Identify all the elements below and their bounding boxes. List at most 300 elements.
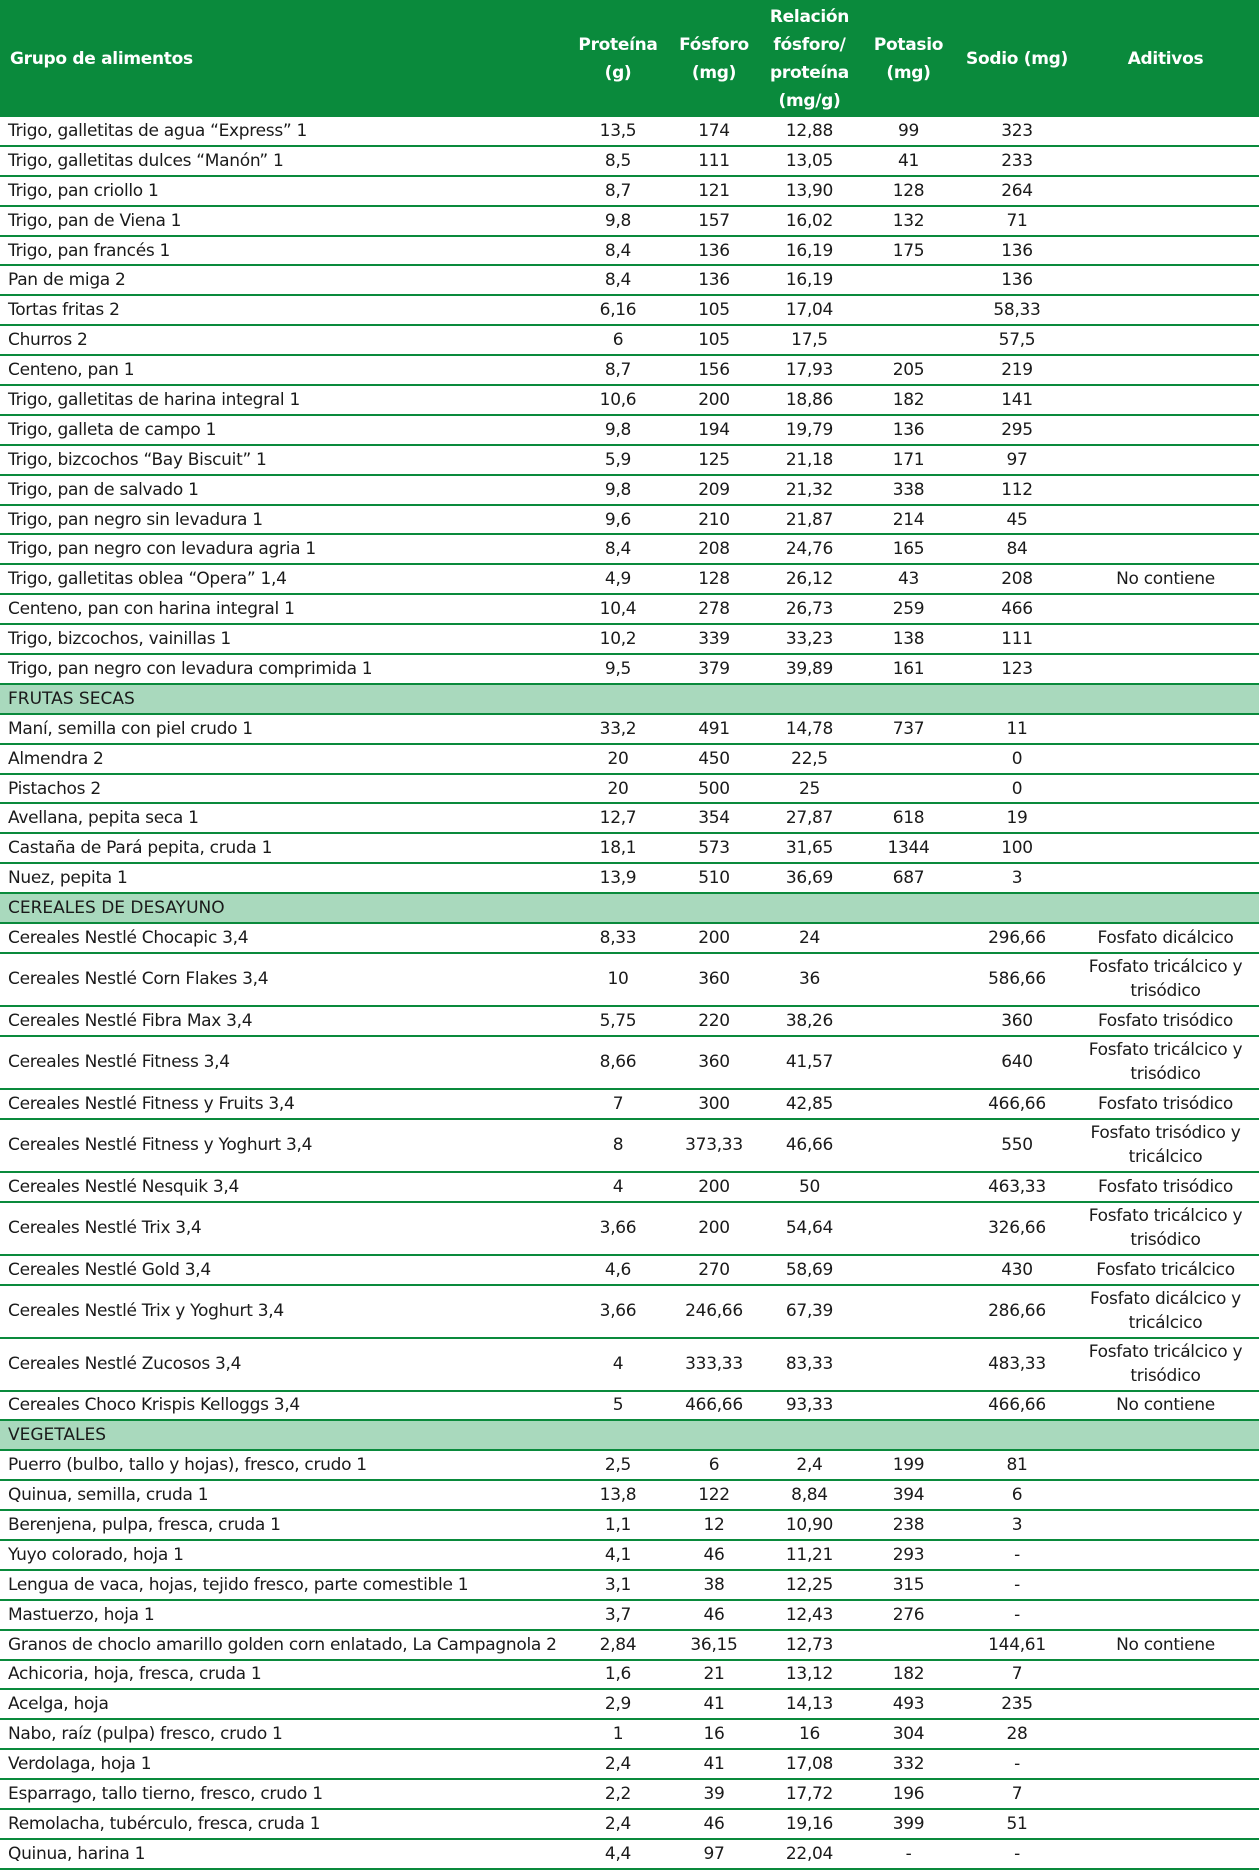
table-row (0, 1285, 1259, 1338)
cell-name: Cereales Nestlé Trix y Yoghurt 3,4 (0, 1285, 572, 1338)
cell-sodio: 550 (962, 1119, 1072, 1172)
cell-proteina: 4,6 (572, 1255, 664, 1285)
table-row (0, 1570, 1259, 1600)
cell-sodio: 466 (962, 594, 1072, 624)
cell-name: Cereales Nestlé Fitness y Yoghurt 3,4 (0, 1119, 572, 1172)
cell-name: Centeno, pan con harina integral 1 (0, 594, 572, 624)
cell-potasio: 182 (855, 1660, 962, 1690)
cell-proteina: 20 (572, 744, 664, 774)
cell-aditivos (1072, 355, 1259, 385)
cell-relacion: 83,33 (764, 1338, 855, 1391)
cell-name: Trigo, pan negro con levadura agria 1 (0, 534, 572, 564)
cell-fosforo: 360 (664, 1036, 764, 1089)
cell-relacion: 17,08 (764, 1749, 855, 1779)
cell-proteina: 2,4 (572, 1809, 664, 1839)
cell-relacion: 18,86 (764, 385, 855, 415)
cell-sodio: 111 (962, 624, 1072, 654)
cell-relacion: 8,84 (764, 1480, 855, 1510)
cell-proteina: 8,7 (572, 355, 664, 385)
table-row (0, 863, 1259, 893)
cell-fosforo: 41 (664, 1689, 764, 1719)
cell-fosforo: 121 (664, 176, 764, 206)
cell-proteina: 6 (572, 325, 664, 355)
cell-potasio: 161 (855, 654, 962, 684)
cell-proteina: 13,8 (572, 1480, 664, 1510)
cell-fosforo: 466,66 (664, 1391, 764, 1421)
table-row (0, 1006, 1259, 1036)
cell-name: Tortas fritas 2 (0, 295, 572, 325)
cell-potasio (855, 325, 962, 355)
header-proteina: Proteína (g) (572, 0, 664, 117)
cell-name: Berenjena, pulpa, fresca, cruda 1 (0, 1510, 572, 1540)
cell-proteina: 7 (572, 1089, 664, 1119)
cell-proteina: 2,5 (572, 1450, 664, 1480)
cell-proteina: 5 (572, 1391, 664, 1421)
section-row (0, 1420, 1259, 1450)
cell-potasio (855, 1202, 962, 1255)
cell-fosforo: 36,15 (664, 1630, 764, 1660)
cell-relacion: 26,73 (764, 594, 855, 624)
cell-aditivos (1072, 176, 1259, 206)
cell-proteina: 9,8 (572, 415, 664, 445)
header-potasio: Potasio (mg) (855, 0, 962, 117)
cell-name: Verdolaga, hoja 1 (0, 1749, 572, 1779)
cell-proteina: 3,66 (572, 1285, 664, 1338)
cell-fosforo: 46 (664, 1540, 764, 1570)
cell-relacion: 54,64 (764, 1202, 855, 1255)
cell-aditivos (1072, 415, 1259, 445)
cell-fosforo: 105 (664, 295, 764, 325)
cell-fosforo: 220 (664, 1006, 764, 1036)
cell-potasio (855, 1172, 962, 1202)
cell-potasio (855, 1255, 962, 1285)
cell-potasio (855, 1338, 962, 1391)
cell-relacion: 19,79 (764, 415, 855, 445)
cell-aditivos: Fosfato trisódico (1072, 1089, 1259, 1119)
cell-proteina: 1,6 (572, 1660, 664, 1690)
cell-sodio: 640 (962, 1036, 1072, 1089)
cell-name: Cereales Nestlé Zucosos 3,4 (0, 1338, 572, 1391)
cell-aditivos: No contiene (1072, 1391, 1259, 1421)
cell-proteina: 8,4 (572, 236, 664, 266)
cell-name: Trigo, galletitas de agua “Express” 1 (0, 117, 572, 146)
cell-sodio: 219 (962, 355, 1072, 385)
cell-sodio: 466,66 (962, 1391, 1072, 1421)
cell-fosforo: 122 (664, 1480, 764, 1510)
cell-name: Quinua, semilla, cruda 1 (0, 1480, 572, 1510)
cell-relacion: 12,43 (764, 1600, 855, 1630)
table-row (0, 654, 1259, 684)
cell-aditivos: Fosfato trisódico y tricálcico (1072, 1119, 1259, 1172)
cell-sodio: 57,5 (962, 325, 1072, 355)
section-title: FRUTAS SECAS (0, 684, 1259, 714)
cell-name: Cereales Nestlé Chocapic 3,4 (0, 923, 572, 953)
table-row (0, 1630, 1259, 1660)
cell-aditivos (1072, 624, 1259, 654)
cell-aditivos (1072, 1540, 1259, 1570)
cell-relacion: 58,69 (764, 1255, 855, 1285)
table-row (0, 1202, 1259, 1255)
cell-name: Granos de choclo amarillo golden corn enlatado, La Campagnola 2 (0, 1630, 572, 1660)
cell-relacion: 67,39 (764, 1285, 855, 1338)
cell-potasio: 128 (855, 176, 962, 206)
cell-name: Churros 2 (0, 325, 572, 355)
table-row (0, 1689, 1259, 1719)
cell-name: Castaña de Pará pepita, cruda 1 (0, 833, 572, 863)
cell-proteina: 8,33 (572, 923, 664, 953)
table-row (0, 1719, 1259, 1749)
cell-relacion: 10,90 (764, 1510, 855, 1540)
cell-relacion: 13,05 (764, 146, 855, 176)
cell-relacion: 21,18 (764, 445, 855, 475)
cell-fosforo: 210 (664, 505, 764, 535)
cell-relacion: 24,76 (764, 534, 855, 564)
cell-potasio: 338 (855, 475, 962, 505)
cell-sodio: - (962, 1600, 1072, 1630)
cell-sodio: 286,66 (962, 1285, 1072, 1338)
cell-aditivos: Fosfato tricálcico y trisódico (1072, 1036, 1259, 1089)
cell-proteina: 6,16 (572, 295, 664, 325)
cell-potasio (855, 923, 962, 953)
cell-aditivos (1072, 803, 1259, 833)
cell-potasio: 259 (855, 594, 962, 624)
cell-name: Puerro (bulbo, tallo y hojas), fresco, crudo 1 (0, 1450, 572, 1480)
cell-fosforo: 200 (664, 385, 764, 415)
cell-aditivos (1072, 1809, 1259, 1839)
cell-proteina: 8,66 (572, 1036, 664, 1089)
cell-aditivos (1072, 1450, 1259, 1480)
cell-name: Lengua de vaca, hojas, tejido fresco, parte comestible 1 (0, 1570, 572, 1600)
cell-potasio: 136 (855, 415, 962, 445)
cell-fosforo: 208 (664, 534, 764, 564)
cell-sodio: 360 (962, 1006, 1072, 1036)
cell-relacion: 2,4 (764, 1450, 855, 1480)
cell-potasio: 41 (855, 146, 962, 176)
header-fosforo: Fósforo (mg) (664, 0, 764, 117)
cell-aditivos (1072, 206, 1259, 236)
cell-potasio: 493 (855, 1689, 962, 1719)
cell-potasio: 687 (855, 863, 962, 893)
cell-aditivos: Fosfato tricálcico (1072, 1255, 1259, 1285)
cell-name: Trigo, galleta de campo 1 (0, 415, 572, 445)
table-row (0, 534, 1259, 564)
header-row (0, 0, 1259, 117)
cell-aditivos: Fosfato trisódico (1072, 1006, 1259, 1036)
table-row (0, 295, 1259, 325)
cell-name: Cereales Nestlé Nesquik 3,4 (0, 1172, 572, 1202)
cell-name: Trigo, galletitas oblea “Opera” 1,4 (0, 564, 572, 594)
cell-proteina: 33,2 (572, 714, 664, 744)
cell-name: Centeno, pan 1 (0, 355, 572, 385)
cell-fosforo: 136 (664, 265, 764, 295)
table-row (0, 1540, 1259, 1570)
cell-fosforo: 174 (664, 117, 764, 146)
cell-sodio: 208 (962, 564, 1072, 594)
cell-fosforo: 500 (664, 774, 764, 804)
cell-aditivos (1072, 117, 1259, 146)
cell-relacion: 17,5 (764, 325, 855, 355)
cell-potasio: 293 (855, 1540, 962, 1570)
cell-name: Achicoria, hoja, fresca, cruda 1 (0, 1660, 572, 1690)
cell-sodio: 0 (962, 774, 1072, 804)
cell-potasio: 1344 (855, 833, 962, 863)
cell-proteina: 12,7 (572, 803, 664, 833)
cell-relacion: 33,23 (764, 624, 855, 654)
cell-potasio (855, 1036, 962, 1089)
cell-name: Cereales Nestlé Trix 3,4 (0, 1202, 572, 1255)
cell-fosforo: 450 (664, 744, 764, 774)
cell-sodio: 296,66 (962, 923, 1072, 953)
cell-sodio: 235 (962, 1689, 1072, 1719)
cell-potasio (855, 744, 962, 774)
cell-name: Almendra 2 (0, 744, 572, 774)
cell-aditivos (1072, 1480, 1259, 1510)
cell-relacion: 50 (764, 1172, 855, 1202)
cell-relacion: 46,66 (764, 1119, 855, 1172)
cell-relacion: 13,90 (764, 176, 855, 206)
cell-name: Trigo, bizcochos, vainillas 1 (0, 624, 572, 654)
cell-potasio: 737 (855, 714, 962, 744)
cell-name: Trigo, bizcochos “Bay Biscuit” 1 (0, 445, 572, 475)
cell-proteina: 8,5 (572, 146, 664, 176)
cell-sodio: 0 (962, 744, 1072, 774)
table-row (0, 744, 1259, 774)
cell-sodio: 6 (962, 1480, 1072, 1510)
cell-name: Trigo, pan de Viena 1 (0, 206, 572, 236)
cell-potasio (855, 774, 962, 804)
cell-proteina: 8,7 (572, 176, 664, 206)
cell-aditivos: Fosfato dicálcico (1072, 923, 1259, 953)
cell-name: Cereales Nestlé Corn Flakes 3,4 (0, 953, 572, 1006)
cell-fosforo: 38 (664, 1570, 764, 1600)
cell-potasio (855, 265, 962, 295)
cell-potasio (855, 1089, 962, 1119)
cell-sodio: 141 (962, 385, 1072, 415)
cell-sodio: 97 (962, 445, 1072, 475)
cell-relacion: 12,88 (764, 117, 855, 146)
table-row (0, 146, 1259, 176)
cell-fosforo: 354 (664, 803, 764, 833)
cell-name: Acelga, hoja (0, 1689, 572, 1719)
cell-relacion: 17,72 (764, 1779, 855, 1809)
cell-sodio: 112 (962, 475, 1072, 505)
table-header (0, 0, 1259, 117)
cell-name: Trigo, pan de salvado 1 (0, 475, 572, 505)
cell-proteina: 3,66 (572, 1202, 664, 1255)
cell-relacion: 12,73 (764, 1630, 855, 1660)
cell-fosforo: 573 (664, 833, 764, 863)
cell-fosforo: 128 (664, 564, 764, 594)
cell-fosforo: 156 (664, 355, 764, 385)
cell-sodio: 81 (962, 1450, 1072, 1480)
section-row (0, 893, 1259, 923)
cell-relacion: 13,12 (764, 1660, 855, 1690)
cell-proteina: 8,4 (572, 534, 664, 564)
table-row (0, 624, 1259, 654)
cell-relacion: 24 (764, 923, 855, 953)
table-row (0, 803, 1259, 833)
cell-aditivos (1072, 505, 1259, 535)
cell-fosforo: 16 (664, 1719, 764, 1749)
cell-fosforo: 111 (664, 146, 764, 176)
cell-sodio: 586,66 (962, 953, 1072, 1006)
cell-fosforo: 157 (664, 206, 764, 236)
cell-proteina: 2,84 (572, 1630, 664, 1660)
cell-name: Cereales Nestlé Fitness 3,4 (0, 1036, 572, 1089)
cell-aditivos (1072, 265, 1259, 295)
cell-relacion: 14,13 (764, 1689, 855, 1719)
cell-fosforo: 136 (664, 236, 764, 266)
table-row (0, 1338, 1259, 1391)
cell-relacion: 93,33 (764, 1391, 855, 1421)
cell-name: Quinua, harina 1 (0, 1839, 572, 1869)
table-row (0, 505, 1259, 535)
cell-potasio (855, 953, 962, 1006)
cell-potasio (855, 295, 962, 325)
cell-relacion: 16,02 (764, 206, 855, 236)
cell-sodio: 51 (962, 1809, 1072, 1839)
table-row (0, 236, 1259, 266)
cell-fosforo: 510 (664, 863, 764, 893)
table-row (0, 415, 1259, 445)
table-row (0, 1510, 1259, 1540)
table-row (0, 206, 1259, 236)
cell-potasio: 196 (855, 1779, 962, 1809)
cell-relacion: 27,87 (764, 803, 855, 833)
cell-name: Cereales Nestlé Fibra Max 3,4 (0, 1006, 572, 1036)
cell-proteina: 5,75 (572, 1006, 664, 1036)
cell-proteina: 18,1 (572, 833, 664, 863)
cell-proteina: 1 (572, 1719, 664, 1749)
table-row (0, 1839, 1259, 1869)
cell-fosforo: 39 (664, 1779, 764, 1809)
cell-potasio: 205 (855, 355, 962, 385)
cell-proteina: 2,9 (572, 1689, 664, 1719)
table-body (0, 117, 1259, 1869)
cell-sodio: 233 (962, 146, 1072, 176)
cell-name: Trigo, pan negro sin levadura 1 (0, 505, 572, 535)
cell-proteina: 2,2 (572, 1779, 664, 1809)
table-row (0, 1172, 1259, 1202)
cell-sodio: - (962, 1570, 1072, 1600)
header-relacion: Relación fósforo/ proteína (mg/g) (764, 0, 855, 117)
cell-aditivos (1072, 654, 1259, 684)
cell-name: Cereales Nestlé Gold 3,4 (0, 1255, 572, 1285)
cell-relacion: 42,85 (764, 1089, 855, 1119)
cell-potasio: 165 (855, 534, 962, 564)
cell-proteina: 10 (572, 953, 664, 1006)
table-row (0, 953, 1259, 1006)
cell-relacion: 22,04 (764, 1839, 855, 1869)
cell-proteina: 10,2 (572, 624, 664, 654)
cell-aditivos (1072, 1749, 1259, 1779)
cell-name: Nabo, raíz (pulpa) fresco, crudo 1 (0, 1719, 572, 1749)
table-row (0, 1600, 1259, 1630)
cell-relacion: 22,5 (764, 744, 855, 774)
cell-sodio: - (962, 1839, 1072, 1869)
table-row (0, 1779, 1259, 1809)
cell-proteina: 4 (572, 1172, 664, 1202)
cell-aditivos (1072, 714, 1259, 744)
cell-fosforo: 6 (664, 1450, 764, 1480)
cell-proteina: 3,7 (572, 1600, 664, 1630)
cell-sodio: 45 (962, 505, 1072, 535)
cell-fosforo: 278 (664, 594, 764, 624)
cell-relacion: 11,21 (764, 1540, 855, 1570)
cell-relacion: 17,93 (764, 355, 855, 385)
cell-relacion: 16 (764, 1719, 855, 1749)
cell-proteina: 20 (572, 774, 664, 804)
section-title: CEREALES DE DESAYUNO (0, 893, 1259, 923)
cell-aditivos: Fosfato tricálcico y trisódico (1072, 1338, 1259, 1391)
cell-potasio: 304 (855, 1719, 962, 1749)
cell-name: Pan de miga 2 (0, 265, 572, 295)
cell-aditivos: No contiene (1072, 564, 1259, 594)
cell-name: Avellana, pepita seca 1 (0, 803, 572, 833)
cell-fosforo: 12 (664, 1510, 764, 1540)
cell-potasio: 332 (855, 1749, 962, 1779)
table-row (0, 1749, 1259, 1779)
header-aditivos: Aditivos (1072, 0, 1259, 117)
cell-potasio: 132 (855, 206, 962, 236)
cell-proteina: 13,9 (572, 863, 664, 893)
cell-name: Trigo, galletitas dulces “Manón” 1 (0, 146, 572, 176)
cell-fosforo: 200 (664, 923, 764, 953)
table-row (0, 1119, 1259, 1172)
cell-proteina: 4,1 (572, 1540, 664, 1570)
cell-relacion: 38,26 (764, 1006, 855, 1036)
cell-aditivos (1072, 1689, 1259, 1719)
cell-sodio: 123 (962, 654, 1072, 684)
cell-aditivos (1072, 744, 1259, 774)
cell-aditivos (1072, 1600, 1259, 1630)
cell-fosforo: 97 (664, 1839, 764, 1869)
cell-potasio: 171 (855, 445, 962, 475)
cell-relacion: 14,78 (764, 714, 855, 744)
cell-potasio (855, 1285, 962, 1338)
table-row (0, 594, 1259, 624)
cell-proteina: 2,4 (572, 1749, 664, 1779)
cell-relacion: 21,32 (764, 475, 855, 505)
cell-sodio: 28 (962, 1719, 1072, 1749)
cell-name: Cereales Choco Krispis Kelloggs 3,4 (0, 1391, 572, 1421)
cell-fosforo: 270 (664, 1255, 764, 1285)
cell-aditivos (1072, 1510, 1259, 1540)
cell-name: Esparrago, tallo tierno, fresco, crudo 1 (0, 1779, 572, 1809)
header-grupo: Grupo de alimentos (0, 0, 572, 117)
cell-fosforo: 300 (664, 1089, 764, 1119)
cell-aditivos (1072, 594, 1259, 624)
cell-aditivos (1072, 1719, 1259, 1749)
cell-potasio: 138 (855, 624, 962, 654)
cell-potasio: 182 (855, 385, 962, 415)
cell-name: Yuyo colorado, hoja 1 (0, 1540, 572, 1570)
cell-fosforo: 491 (664, 714, 764, 744)
cell-potasio: 175 (855, 236, 962, 266)
cell-aditivos (1072, 1660, 1259, 1690)
cell-aditivos (1072, 385, 1259, 415)
section-row (0, 684, 1259, 714)
cell-potasio: 315 (855, 1570, 962, 1600)
table-row (0, 714, 1259, 744)
cell-fosforo: 246,66 (664, 1285, 764, 1338)
cell-relacion: 12,25 (764, 1570, 855, 1600)
cell-sodio: 3 (962, 863, 1072, 893)
cell-aditivos (1072, 445, 1259, 475)
cell-fosforo: 339 (664, 624, 764, 654)
cell-name: Trigo, galletitas de harina integral 1 (0, 385, 572, 415)
cell-potasio: 199 (855, 1450, 962, 1480)
